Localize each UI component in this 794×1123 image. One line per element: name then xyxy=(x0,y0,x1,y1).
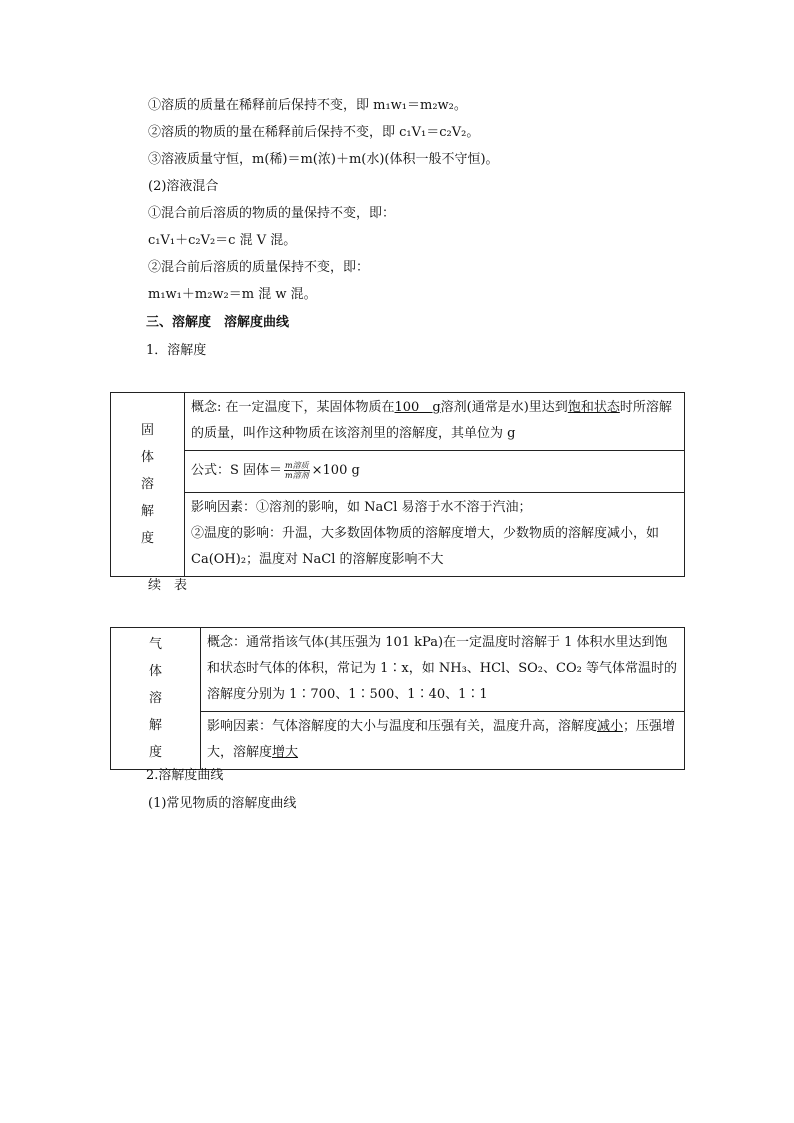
side-char: 溶 xyxy=(148,691,162,706)
factor-blank-1: 减小 xyxy=(597,719,624,734)
concept-text: 时所溶解的质量，叫作这种物质在该溶剂里的溶解度，其单位为 g xyxy=(191,400,672,441)
side-char: 体 xyxy=(140,450,154,465)
concept-text: 概念: 在一定温度下，某固体物质在 xyxy=(191,400,395,415)
side-char: 固 xyxy=(140,423,154,438)
side-char: 度 xyxy=(140,531,154,546)
side-char: 解 xyxy=(148,718,162,733)
solid-solubility-table xyxy=(110,392,685,577)
mixing-formula-2: m₁w₁＋m₂w₂＝m 混 w 混。 xyxy=(148,287,317,302)
dilution-rule-2: ②溶质的物质的量在稀释前后保持不变，即 c₁V₁＝c₂V₂。 xyxy=(148,125,480,140)
formula-denominator: m溶剂 xyxy=(285,471,309,480)
section-title: 三、溶解度 溶解度曲线 xyxy=(146,315,290,330)
solid-side-label xyxy=(111,393,185,577)
side-char: 解 xyxy=(140,504,154,519)
gas-concept-cell: 概念：通常指该气体(其压强为 101 kPa)在一定温度时溶解于 1 体积水里达到饱和状态时气体的体积，常记为 1∶x，如 NH₃、HCl、SO₂、CO₂ 等气体常温时的溶解度分别为 1∶700、1∶500、1∶40、1∶1 xyxy=(201,628,685,712)
side-char: 度 xyxy=(148,745,162,760)
solid-concept-cell xyxy=(185,393,685,451)
curve-heading: 2.溶解度曲线 xyxy=(146,768,224,783)
formula-tail: ×100 g xyxy=(311,463,360,478)
continued-label: 续 表 xyxy=(148,578,188,593)
formula-label: 公式：S 固体＝ xyxy=(191,463,283,478)
gas-factors-cell xyxy=(201,712,685,770)
solid-factor-2: ②温度的影响：升温，大多数固体物质的溶解度增大，少数物质的溶解度减小，如 Ca(OH)₂；温度对 NaCl 的溶解度影响不大 xyxy=(191,526,660,567)
side-char: 体 xyxy=(148,664,162,679)
side-char: 溶 xyxy=(140,477,154,492)
formula-fraction xyxy=(284,461,310,480)
mixing-rule-2: ②混合前后溶质的质量保持不变，即： xyxy=(148,260,370,275)
mixing-formula-1: c₁V₁＋c₂V₂＝c 混 V 混。 xyxy=(148,233,297,248)
side-char: 气 xyxy=(148,637,162,652)
solid-formula-cell xyxy=(185,451,685,493)
concept-blank-1: 100 g xyxy=(394,400,441,415)
mixing-heading: (2)溶液混合 xyxy=(148,179,219,194)
factor-text: 影响因素：气体溶解度的大小与温度和压强有关，温度升高，溶解度 xyxy=(207,719,598,734)
gas-solubility-table xyxy=(110,627,685,770)
solid-factor-1: 影响因素：①溶剂的影响，如 NaCl 易溶于水不溶于汽油； xyxy=(191,500,532,515)
concept-text: 溶剂(通常是水)里达到 xyxy=(440,400,568,415)
gas-side-label xyxy=(111,628,201,770)
formula-numerator: m溶质 xyxy=(285,461,309,470)
solid-factors-cell xyxy=(185,493,685,577)
solubility-subheading: 1．溶解度 xyxy=(146,343,207,358)
dilution-rule-1: ①溶质的质量在稀释前后保持不变，即 m₁w₁＝m₂w₂。 xyxy=(148,98,467,113)
dilution-rule-3: ③溶液质量守恒，m(稀)＝m(浓)＋m(水)(体积一般不守恒)。 xyxy=(148,152,499,167)
mixing-rule-1: ①混合前后溶质的物质的量保持不变，即： xyxy=(148,206,396,221)
factor-blank-2: 增大 xyxy=(272,745,299,760)
curve-subheading: (1)常见物质的溶解度曲线 xyxy=(148,796,297,811)
factor-text: ；压强增大，溶解度 xyxy=(207,719,676,760)
concept-blank-2: 饱和状态 xyxy=(567,400,620,415)
